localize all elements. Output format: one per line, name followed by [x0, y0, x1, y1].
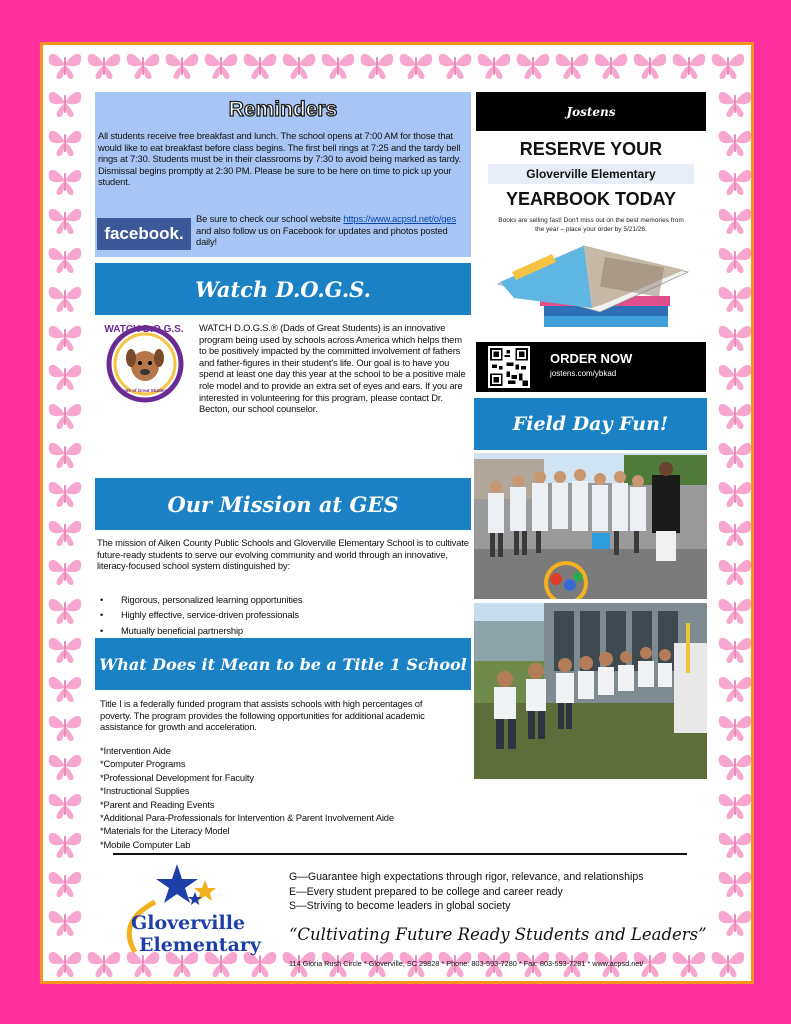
butterfly-icon [47, 594, 83, 626]
butterfly-icon [47, 947, 83, 979]
facebook-logo[interactable]: facebook. [97, 218, 191, 250]
field-day-photo-2 [474, 603, 707, 779]
flyer-page [40, 42, 754, 984]
title1-item: *Parent and Reading Events [100, 798, 215, 810]
mission-title: Our Mission at GES [95, 478, 471, 530]
butterfly-icon [47, 126, 83, 158]
reminders-title: Reminders [228, 98, 338, 121]
butterfly-icon [242, 49, 278, 81]
butterfly-icon [717, 750, 753, 782]
butterfly-icon [717, 477, 753, 509]
title1-item: *Additional Para-Professionals for Intervention & Parent Involvement Aide [100, 812, 394, 824]
acronym-e: E—Every student prepared to be college and career ready [289, 885, 563, 898]
yearbook-school: Gloverville Elementary [488, 164, 694, 184]
dogs-text-float [97, 322, 199, 404]
title1-text: Title I is a federally funded program that assists schools with high percentages of poverty. The program provides the following opportunities for additional academic assistance for growth and acceleration. [100, 698, 425, 733]
butterfly-icon [47, 360, 83, 392]
acronym-g: G—Guarantee high expectations through rigor, relevance, and relationships [289, 871, 644, 883]
butterfly-icon [47, 672, 83, 704]
butterfly-icon [47, 555, 83, 587]
butterfly-icon [437, 49, 473, 81]
butterfly-icon [125, 49, 161, 81]
dogs-logo-text: WATCH D.O.G.S. [104, 324, 184, 335]
jostens-logo: Jostens [566, 104, 616, 119]
butterfly-icon [717, 594, 753, 626]
butterfly-icon [717, 282, 753, 314]
title1-item: *Mobile Computer Lab [100, 838, 191, 850]
field-day-photo-1 [474, 453, 707, 599]
footer-divider [113, 853, 687, 855]
jostens-banner [476, 92, 706, 131]
butterfly-icon [632, 49, 668, 81]
mission-bullet: • Rigorous, personalized learning opportunities [97, 592, 469, 607]
butterfly-icon [717, 204, 753, 236]
butterfly-icon [47, 711, 83, 743]
yearbook-illustration [492, 232, 692, 337]
butterfly-icon [717, 87, 753, 119]
butterfly-icon [86, 49, 122, 81]
butterfly-icon [717, 126, 753, 158]
butterfly-icon [717, 165, 753, 197]
butterfly-icon [671, 49, 707, 81]
ges-acronym [289, 870, 709, 914]
flyer-content [95, 92, 709, 968]
title1-item: *Intervention Aide [100, 745, 171, 756]
dogs-logo-sub: Dads of Great Students [119, 388, 170, 393]
school-address: 114 Gloria Rush Circle * Gloverville, SC 29828 * Phone: 803-593-7280 * Fax: 803-593-7281 * www.acpsd.net/ [289, 959, 644, 968]
butterfly-icon [47, 867, 83, 899]
butterfly-icon [717, 399, 753, 431]
qr-code-icon [488, 346, 530, 388]
reminders-section [95, 92, 471, 257]
school-motto: “Cultivating Future Ready Students and Leaders” [289, 925, 707, 944]
order-url: jostens.com/ybkad [550, 369, 617, 378]
mission-bullet: • Mutually beneficial partnership [97, 623, 469, 638]
butterfly-icon [359, 49, 395, 81]
yearbook-line2: YEARBOOK TODAY [505, 189, 677, 209]
butterfly-icon [47, 87, 83, 119]
mission-text: The mission of Aiken County Public Schools and Gloverville Elementary School is to cultivate future-ready students to serve our evolving community and world through an innovative, literacy-focused school system distinguished by: [97, 537, 469, 572]
butterfly-icon [47, 633, 83, 665]
butterfly-icon [47, 282, 83, 314]
title1-title: What Does it Mean to be a Title 1 School [95, 638, 471, 690]
butterfly-icon [717, 672, 753, 704]
yearbook-ad[interactable] [476, 92, 706, 392]
butterfly-icon [398, 49, 434, 81]
title1-item: *Computer Programs [100, 758, 186, 770]
butterfly-icon [47, 516, 83, 548]
school-website-link[interactable]: https://www.acpsd.net/o/ges [343, 213, 456, 224]
butterfly-icon [515, 49, 551, 81]
butterfly-icon [717, 906, 753, 938]
butterfly-icon [717, 516, 753, 548]
order-banner[interactable] [476, 342, 706, 392]
butterfly-icon [47, 49, 83, 81]
butterfly-icon [476, 49, 512, 81]
mission-bullet: • Highly effective, service-driven professionals [97, 607, 469, 622]
butterfly-icon [320, 49, 356, 81]
butterfly-icon [717, 789, 753, 821]
butterfly-icon [47, 750, 83, 782]
yearbook-note: Books are selling fast! Don't miss out on the best memories from the year – place your order by 5/21/26. [498, 217, 684, 233]
butterfly-icon [717, 321, 753, 353]
yearbook-line1: RESERVE YOUR [519, 139, 663, 159]
dogs-text [97, 322, 469, 415]
logo-line1: Gloverville [131, 912, 246, 934]
butterfly-icon [47, 165, 83, 197]
title1-list [100, 744, 472, 851]
butterfly-icon [281, 49, 317, 81]
butterfly-icon [710, 49, 746, 81]
butterfly-icon [710, 947, 746, 979]
butterfly-icon [47, 204, 83, 236]
butterfly-icon [717, 633, 753, 665]
butterfly-icon [554, 49, 590, 81]
butterfly-icon [717, 555, 753, 587]
acronym-s: S—Striving to become leaders in global society [289, 900, 511, 913]
butterfly-icon [47, 477, 83, 509]
butterfly-icon [47, 321, 83, 353]
reminders-text: All students receive free breakfast and lunch. The school opens at 7:00 AM for those that would like to eat breakfast before class begins. The first bell rings at 7:25 and the tardy bell rings at 7:30. Students must be in their classrooms by 7:30 to avoid being marked as tardy. Dismissal begins promptly at 2:30 PM. Please be sure to be here on time to pick up your student. [98, 130, 461, 188]
title1-item: *Instructional Supplies [100, 785, 190, 797]
butterfly-icon [47, 906, 83, 938]
butterfly-icon [717, 711, 753, 743]
butterfly-icon [593, 49, 629, 81]
butterfly-icon [717, 828, 753, 860]
field-day-title: Field Day Fun! [474, 398, 707, 450]
mission-list [97, 592, 469, 638]
dogs-title: Watch D.O.G.S. [95, 263, 471, 315]
butterfly-icon [164, 49, 200, 81]
facebook-note-text-2: and also follow us on Facebook for updates and photos posted daily! [196, 224, 448, 248]
butterfly-icon [47, 828, 83, 860]
dogs-text-body: WATCH D.O.G.S.® (Dads of Great Students) is an innovative program being used by schools across America which helps them to be positively impacted by the committed involvement of fathers and father-figures in their student's life. Our goal is to have you spend at least one day this year at the school to be a positive male role model and to provide an extra set of eyes and ears. If you are interested in volunteering for this program, please contact Dr. Becton, our school counselor. [199, 322, 466, 415]
butterfly-icon [717, 438, 753, 470]
title1-item: *Materials for the Literacy Model [100, 825, 230, 837]
butterfly-icon [47, 789, 83, 821]
title1-item: *Professional Development for Faculty [100, 771, 254, 783]
butterfly-icon [47, 438, 83, 470]
butterfly-icon [47, 243, 83, 275]
butterfly-icon [717, 867, 753, 899]
logo-line2: Elementary [139, 934, 261, 956]
gloverville-logo [115, 862, 281, 964]
butterfly-icon [47, 399, 83, 431]
order-now-label: ORDER NOW [550, 351, 633, 366]
facebook-note-text: Be sure to check our school website [196, 213, 344, 224]
facebook-note [196, 213, 464, 248]
butterfly-icon [717, 243, 753, 275]
butterfly-icon [717, 360, 753, 392]
butterfly-icon [203, 49, 239, 81]
